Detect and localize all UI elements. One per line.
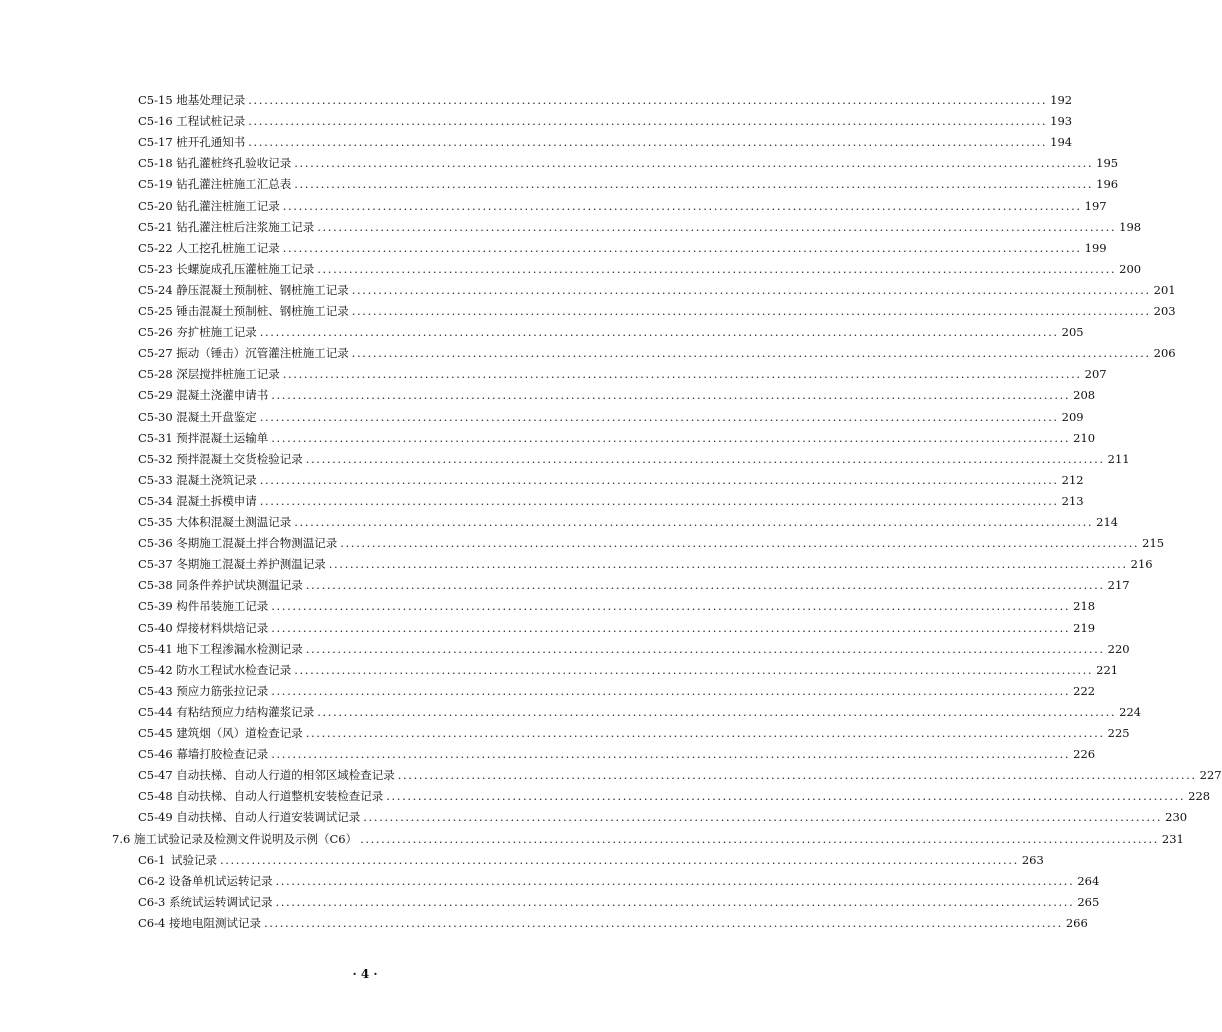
toc-entry-code: C5-49	[138, 810, 173, 825]
toc-dot-leader: ........................................................................................................................................................	[294, 177, 1094, 192]
toc-entry[interactable]	[138, 343, 1176, 364]
toc-entry-page-number: 201	[1153, 282, 1176, 297]
toc-entry-code: C5-43	[138, 683, 173, 698]
toc-dot-leader: ........................................................................................................................................................	[328, 557, 1128, 572]
toc-dot-leader: ........................................................................................................................................................	[248, 114, 1048, 129]
toc-entry-page-number: 218	[1073, 599, 1096, 614]
toc-entry-page-number: 199	[1084, 240, 1107, 255]
toc-entry-code: C5-44	[138, 704, 173, 719]
toc-entry-title: 同条件养护试块测温记录	[176, 578, 303, 593]
toc-entry-code: C5-21	[138, 219, 173, 234]
toc-dot-leader: ........................................................................................................................................................	[271, 599, 1071, 614]
toc-entry[interactable]	[138, 723, 1130, 744]
toc-entry[interactable]	[138, 681, 1096, 702]
toc-entry-code: C5-37	[138, 557, 173, 572]
toc-entry-title: 施工试验记录及检测文件说明及示例（C6）	[133, 831, 358, 846]
toc-entry-title: 有粘结预应力结构灌浆记录	[176, 704, 315, 719]
toc-entry-title: 设备单机试运转记录	[168, 873, 273, 888]
toc-entry-title: 混凝土浇筑记录	[176, 472, 257, 487]
toc-entry-page-number: 225	[1107, 726, 1130, 740]
toc-dot-leader: ........................................................................................................................................................	[271, 620, 1071, 635]
page-number-footer: · 4 ·	[352, 967, 378, 981]
toc-dot-leader: ........................................................................................................................................................	[259, 472, 1059, 487]
toc-dot-leader: ........................................................................................................................................................	[271, 430, 1071, 445]
toc-entry-code: C5-25	[138, 304, 173, 318]
toc-entry-code: C5-24	[138, 282, 173, 297]
toc-entry-code: C5-23	[138, 261, 173, 276]
toc-dot-leader: ........................................................................................................................................................	[317, 704, 1117, 719]
toc-entry-page-number: 222	[1073, 683, 1096, 698]
toc-dot-leader: ........................................................................................................................................................	[317, 219, 1117, 234]
toc-entry-title: 冬期施工混凝土拌合物测温记录	[176, 536, 338, 551]
toc-dot-leader: ........................................................................................................................................................	[248, 135, 1048, 150]
toc-entry[interactable]	[138, 407, 1084, 428]
toc-entry-title: 桩开孔通知书	[176, 135, 246, 150]
toc-dot-leader: ........................................................................................................................................................	[294, 662, 1094, 677]
toc-entry-code: C5-28	[138, 367, 173, 382]
toc-dot-leader: ........................................................................................................................................................	[271, 388, 1071, 403]
toc-entry-page-number: 208	[1073, 388, 1096, 403]
toc-entry[interactable]	[138, 618, 1096, 639]
toc-entry-page-number: 206	[1153, 346, 1176, 361]
toc-dot-leader: ........................................................................................................................................................	[259, 409, 1059, 424]
toc-entry-title: 大体积混凝土测温记录	[176, 515, 292, 529]
toc-entry-title: 深层搅拌桩施工记录	[176, 367, 280, 382]
toc-entry-page-number: 265	[1077, 894, 1100, 909]
toc-entry-code: C5-35	[138, 515, 173, 529]
toc-entry[interactable]	[138, 364, 1107, 385]
toc-entry-code: C5-46	[138, 747, 173, 762]
toc-entry-page-number: 220	[1107, 641, 1130, 656]
toc-entry-code: C6-4	[138, 915, 166, 930]
toc-entry-page-number: 214	[1096, 515, 1119, 529]
toc-entry-title: 地下工程渗漏水检测记录	[176, 641, 303, 656]
toc-entry-title: 钻孔灌桩终孔验收记录	[176, 156, 292, 171]
toc-dot-leader: ........................................................................................................................................................	[305, 726, 1105, 740]
toc-entry-title: 钻孔灌注桩后注浆施工记录	[176, 219, 315, 234]
toc-entry-title: 自动扶梯、自动人行道整机安装检查记录	[176, 789, 384, 804]
toc-entry-code: C5-32	[138, 451, 173, 466]
toc-entry[interactable]	[138, 174, 1119, 195]
toc-dot-leader: ........................................................................................................................................................	[263, 915, 1063, 930]
toc-entry[interactable]	[138, 702, 1142, 723]
toc-entry[interactable]	[138, 111, 1073, 132]
toc-entry-title: 人工挖孔桩施工记录	[176, 240, 280, 255]
toc-entry[interactable]	[112, 829, 1184, 850]
toc-dot-leader: ........................................................................................................................................................	[219, 852, 1019, 867]
toc-dot-leader: ........................................................................................................................................................	[271, 747, 1071, 762]
toc-entry-page-number: 195	[1096, 156, 1119, 171]
toc-entry[interactable]	[138, 470, 1084, 491]
toc-entry-code: C5-48	[138, 789, 173, 804]
toc-entry-page-number: 211	[1107, 451, 1130, 466]
toc-entry-title: 工程试桩记录	[176, 114, 246, 129]
toc-dot-leader: ........................................................................................................................................................	[282, 198, 1082, 213]
toc-dot-leader: ........................................................................................................................................................	[305, 641, 1105, 656]
toc-entry-page-number: 193	[1050, 114, 1073, 129]
toc-entry-title: 建筑烟（风）道检查记录	[176, 726, 303, 740]
toc-dot-leader: ........................................................................................................................................................	[305, 451, 1105, 466]
toc-dot-leader: ........................................................................................................................................................	[386, 789, 1186, 804]
toc-entry-page-number: 228	[1188, 789, 1211, 804]
toc-entry-code: C5-26	[138, 325, 173, 340]
toc-entry[interactable]	[138, 850, 1044, 871]
toc-entry-title: 自动扶梯、自动人行道安装调试记录	[176, 810, 361, 825]
toc-entry[interactable]	[138, 786, 1211, 807]
toc-dot-leader: ........................................................................................................................................................	[363, 810, 1163, 825]
toc-entry-code: C5-31	[138, 430, 173, 445]
toc-entry-title: 混凝土浇灌申请书	[176, 388, 269, 403]
toc-entry-page-number: 203	[1153, 304, 1176, 318]
toc-entry-page-number: 207	[1084, 367, 1107, 382]
toc-entry[interactable]	[138, 533, 1165, 554]
toc-entry-code: C5-33	[138, 472, 173, 487]
toc-entry-code: 7.6	[112, 831, 131, 846]
toc-entry-page-number: 263	[1021, 852, 1044, 867]
toc-entry-title: 幕墙打胶检查记录	[176, 747, 269, 762]
toc-entry[interactable]	[138, 259, 1142, 280]
toc-dot-leader: ........................................................................................................................................................	[275, 894, 1075, 909]
toc-entry-title: 自动扶梯、自动人行道的相邻区域检查记录	[176, 768, 395, 783]
toc-entry-page-number: 230	[1165, 810, 1188, 825]
toc-entry-code: C5-41	[138, 641, 173, 656]
toc-entry[interactable]	[138, 301, 1176, 322]
toc-entry-page-number: 196	[1096, 177, 1119, 192]
toc-entry-code: C5-20	[138, 198, 173, 213]
toc-entry-title: 长螺旋成孔压灌桩施工记录	[176, 261, 315, 276]
toc-dot-leader: ........................................................................................................................................................	[360, 831, 1159, 846]
toc-entry-page-number: 194	[1050, 135, 1073, 150]
toc-entry-code: C5-18	[138, 156, 173, 171]
toc-entry-code: C6-3	[138, 894, 166, 909]
toc-entry[interactable]	[138, 280, 1176, 301]
toc-dot-leader: ........................................................................................................................................................	[351, 346, 1151, 361]
toc-entry-page-number: 215	[1142, 536, 1165, 551]
toc-entry-code: C5-17	[138, 135, 173, 150]
toc-dot-leader: ........................................................................................................................................................	[351, 304, 1151, 318]
toc-entry-title: 钻孔灌注桩施工记录	[176, 198, 280, 213]
toc-entry-page-number: 197	[1084, 198, 1107, 213]
toc-entry-title: 钻孔灌注桩施工汇总表	[176, 177, 292, 192]
toc-entry-page-number: 219	[1073, 620, 1096, 635]
toc-entry-code: C5-42	[138, 662, 173, 677]
toc-entry-page-number: 205	[1061, 325, 1084, 340]
toc-entry-code: C5-39	[138, 599, 173, 614]
toc-entry-title: 地基处理记录	[176, 93, 246, 107]
toc-entry-code: C5-40	[138, 620, 173, 635]
toc-entry[interactable]	[138, 385, 1096, 406]
toc-entry-code: C5-29	[138, 388, 173, 403]
toc-dot-leader: ........................................................................................................................................................	[259, 493, 1059, 508]
toc-dot-leader: ........................................................................................................................................................	[305, 578, 1105, 593]
toc-entry[interactable]	[138, 575, 1130, 596]
toc-entry-page-number: 231	[1161, 831, 1184, 846]
toc-entry-code: C5-47	[138, 768, 173, 783]
toc-entry-page-number: 227	[1199, 768, 1222, 783]
toc-entry-code: C6-1	[138, 852, 166, 867]
toc-entry-code: C6-2	[138, 873, 166, 888]
toc-entry-title: 静压混凝土预制桩、钢桩施工记录	[176, 282, 349, 297]
toc-entry-title: 构件吊装施工记录	[176, 599, 269, 614]
toc-entry-code: C5-16	[138, 114, 173, 129]
toc-entry-title: 接地电阻测试记录	[168, 915, 261, 930]
toc-dot-leader: ........................................................................................................................................................	[294, 156, 1094, 171]
toc-entry-page-number: 217	[1107, 578, 1130, 593]
toc-entry[interactable]	[138, 428, 1096, 449]
toc-entry[interactable]	[138, 744, 1096, 765]
toc-dot-leader: ........................................................................................................................................................	[351, 282, 1151, 297]
toc-entry-title: 冬期施工混凝土养护测温记录	[176, 557, 326, 572]
toc-dot-leader: ........................................................................................................................................................	[397, 768, 1197, 783]
toc-dot-leader: ........................................................................................................................................................	[317, 261, 1117, 276]
toc-entry-title: 夯扩桩施工记录	[176, 325, 257, 340]
toc-entry[interactable]	[138, 153, 1119, 174]
toc-entry-title: 混凝土开盘鉴定	[176, 409, 257, 424]
toc-dot-leader: ........................................................................................................................................................	[282, 240, 1082, 255]
toc-entry[interactable]	[138, 132, 1073, 153]
toc-entry-title: 系统试运转调试记录	[168, 894, 273, 909]
toc-dot-leader: ........................................................................................................................................................	[259, 325, 1059, 340]
toc-entry[interactable]	[138, 765, 1222, 786]
toc-entry-page-number: 209	[1061, 409, 1084, 424]
toc-entry-page-number: 224	[1119, 704, 1142, 719]
toc-entry-code: C5-22	[138, 240, 173, 255]
toc-entry[interactable]	[138, 639, 1130, 660]
toc-entry[interactable]	[138, 217, 1142, 238]
toc-entry-title: 试验记录	[170, 852, 217, 867]
toc-entry-code: C5-30	[138, 409, 173, 424]
toc-entry-page-number: 210	[1073, 430, 1096, 445]
toc-entry[interactable]	[138, 554, 1153, 575]
toc-entry-page-number: 213	[1061, 493, 1084, 508]
toc-entry-code: C5-36	[138, 536, 173, 551]
toc-entry-page-number: 200	[1119, 261, 1142, 276]
toc-entry-code: C5-19	[138, 177, 173, 192]
toc-dot-leader: ........................................................................................................................................................	[271, 683, 1071, 698]
toc-entry-code: C5-15	[138, 93, 173, 107]
toc-entry-spacer	[165, 850, 169, 871]
toc-entry-title: 防水工程试水检查记录	[176, 662, 292, 677]
toc-dot-leader: ........................................................................................................................................................	[282, 367, 1082, 382]
toc-entry-page-number: 266	[1065, 915, 1088, 930]
toc-dot-leader: ........................................................................................................................................................	[340, 536, 1140, 551]
toc-entry-code: C5-27	[138, 346, 173, 361]
toc-entry[interactable]	[138, 512, 1119, 533]
toc-entry[interactable]	[138, 322, 1084, 343]
toc-entry-code: C5-34	[138, 493, 173, 508]
toc-entry[interactable]	[138, 871, 1100, 892]
toc-entry-title: 预拌混凝土运输单	[176, 430, 269, 445]
toc-entry-page-number: 226	[1073, 747, 1096, 762]
toc-entry[interactable]	[138, 238, 1107, 259]
toc-dot-leader: ........................................................................................................................................................	[248, 93, 1048, 107]
toc-entry-page-number: 221	[1096, 662, 1119, 677]
toc-entry-page-number: 212	[1061, 472, 1084, 487]
toc-entry[interactable]	[138, 913, 1088, 934]
toc-entry-page-number: 198	[1119, 219, 1142, 234]
toc-entry[interactable]	[138, 196, 1107, 217]
toc-entry-title: 预拌混凝土交货检验记录	[176, 451, 303, 466]
toc-entry-page-number: 216	[1130, 557, 1153, 572]
toc-dot-leader: ........................................................................................................................................................	[294, 515, 1094, 529]
toc-entry[interactable]	[138, 807, 1188, 828]
toc-entry[interactable]	[138, 491, 1084, 512]
toc-entry-page-number: 192	[1050, 93, 1073, 107]
toc-entry-title: 焊接材料烘焙记录	[176, 620, 269, 635]
toc-entry-title: 振动（锤击）沉管灌注桩施工记录	[176, 346, 349, 361]
toc-entry-title: 混凝土拆模申请	[176, 493, 257, 508]
toc-entry-code: C5-45	[138, 726, 173, 740]
toc-entry[interactable]	[138, 90, 1073, 111]
toc-entry[interactable]	[138, 596, 1096, 617]
toc-entry-page-number: 264	[1077, 873, 1100, 888]
toc-entry[interactable]	[138, 892, 1100, 913]
toc-entry-code: C5-38	[138, 578, 173, 593]
toc-dot-leader: ........................................................................................................................................................	[275, 873, 1075, 888]
toc-entry-title: 预应力筋张拉记录	[176, 683, 269, 698]
toc-entry[interactable]	[138, 449, 1130, 470]
toc-entry[interactable]	[138, 660, 1119, 681]
toc-entry-title: 锤击混凝土预制桩、钢桩施工记录	[176, 304, 349, 318]
